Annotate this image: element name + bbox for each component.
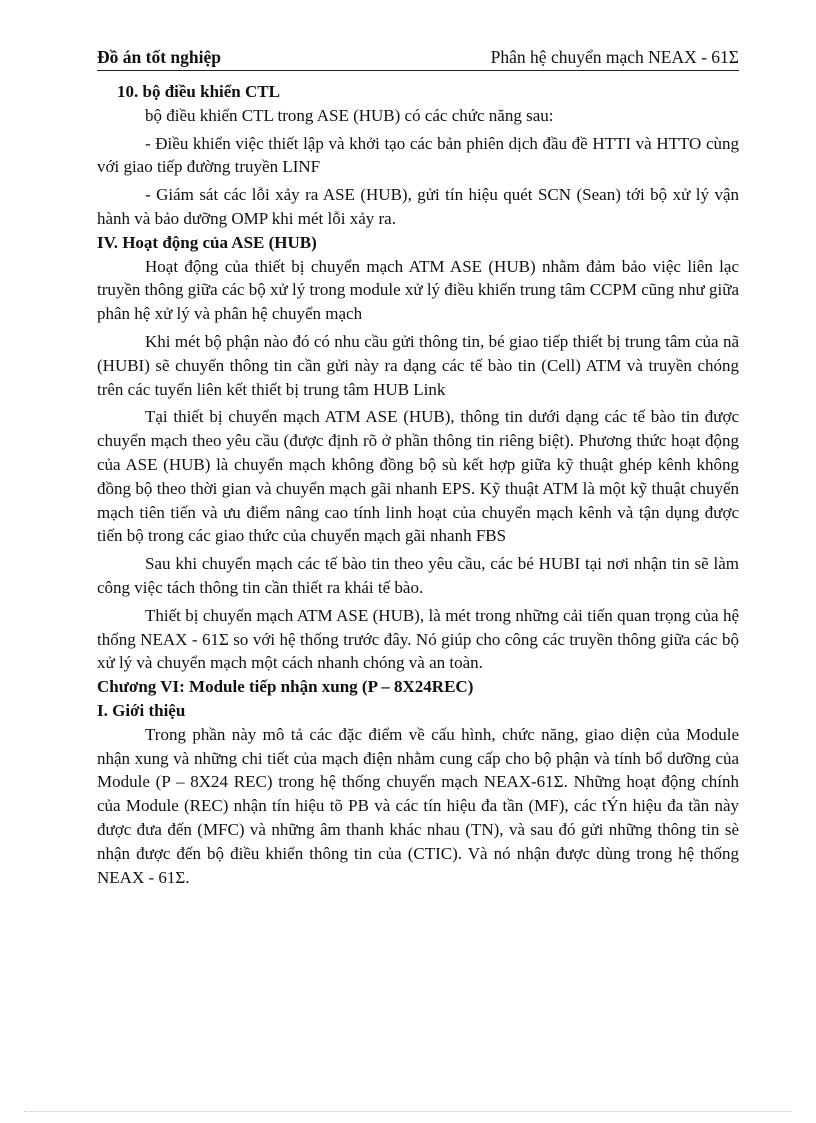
chapter-title: Chương VI: Module tiếp nhận xung (P – 8X24REC)	[97, 677, 474, 697]
section-i-paragraph: Trong phần này mô tả các đặc điểm về cấu hình, chức năng, giao diện của Module nhận xung và những chi tiết của mạch điện nhằm cung cấp cho bộ phận và tính bổ dưỡng của Module (P – 8X24 REC) trong hệ thống chuyển mạch NEAX-61Σ. Những hoạt động chính của Module (REC) nhận tín hiệu tõ PB và các tín hiệu đa tần (MF), các tÝn hiệu đa tần này được đưa đến (MFC) và những âm thanh khác nhau (TN), và sau đó gửi những thông tin sè nhận được đến bộ điều khiển thông tin của (CTIC). Và nó nhận được dùng trong hệ thống NEAX - 61Σ.	[97, 724, 739, 887]
section-ctl-item-2: - Giám sát các lỗi xảy ra ASE (HUB), gửi tín hiệu quét SCN (Sean) tới bộ xử lý vận hành và bảo dưỡng OMP khi mét lỗi xảy ra.	[97, 185, 739, 228]
section-iv-paragraph: Tại thiết bị chuyển mạch ATM ASE (HUB), thông tin dưới dạng các tế bào tin được chuyển mạch theo yêu cầu (được định rõ ở phần thông tin riêng biệt). Phương thức hoạt động của ASE (HUB) là chuyển mạch không đồng bộ sù kết hợp giữa kỹ thuật ghép kênh không đồng bộ theo thời gian và chuyển mạch gãi nhanh EPS. Kỹ thuật ATM là một kỹ thuật chuyển mạch tiên tiến và ưu điểm nâng cao tính linh hoạt của chuyển mạch kênh và tận dụng được tiến bộ trong các giao thức của chuyển mạch gãi nhanh FBS	[97, 407, 739, 546]
header-document-type: Đồ án tốt nghiệp	[97, 47, 221, 67]
page-bottom-divider	[24, 1111, 792, 1112]
section-iv-paragraph: Thiết bị chuyển mạch ATM ASE (HUB), là mét trong những cải tiến quan trọng của hệ thống NEAX - 61Σ so với hệ thống trước đây. Nó giúp cho công các truyền thông giữa các bộ xử lý và chuyển mạch một cách nhanh chóng và an toàn.	[97, 605, 739, 673]
section-ctl-heading: 10. bộ điều khiển CTL	[117, 82, 280, 101]
section-ctl-item-1: - Điều khiển việc thiết lập và khởi tạo các bản phiên dịch đầu đề HTTI và HTTO cùng với giao tiếp đường truyền LINF	[97, 133, 739, 177]
section-i-heading: I. Giới thiệu	[97, 700, 186, 720]
section-iv-heading: IV. Hoạt động của ASE (HUB)	[97, 232, 317, 252]
page-body	[97, 80, 739, 889]
section-ctl-intro: bộ điều khiển CTL trong ASE (HUB) có các chức năng sau:	[145, 105, 554, 125]
section-iv-paragraph: Hoạt động của thiết bị chuyển mạch ATM ASE (HUB) nhằm đảm bảo việc liên lạc truyền thông giữa các bộ xử lý trong module xử lý điều khiển trung tâm CCPM cũng như giữa phân hệ xử lý và phân hệ chuyển mạch	[97, 256, 739, 324]
page-header	[97, 44, 739, 71]
header-document-title: Phân hệ chuyển mạch NEAX - 61Σ	[490, 47, 739, 67]
section-iv-paragraph: Khi mét bộ phận nào đó có nhu cầu gửi thông tin, bé giao tiếp thiết bị trung tâm của nã (HUBI) sẽ chuyển thông tin cần gửi này ra dạng các tế bào tin (Cell) ATM và truyền chóng trên các tuyến liên kết thiết bị trung tâm HUB Link	[97, 331, 739, 399]
section-iv-paragraph: Sau khi chuyển mạch các tế bào tin theo yêu cầu, các bé HUBI tại nơi nhận tin sẽ làm công việc tách thông tin cần thiết ra khái tế bào.	[97, 554, 739, 597]
